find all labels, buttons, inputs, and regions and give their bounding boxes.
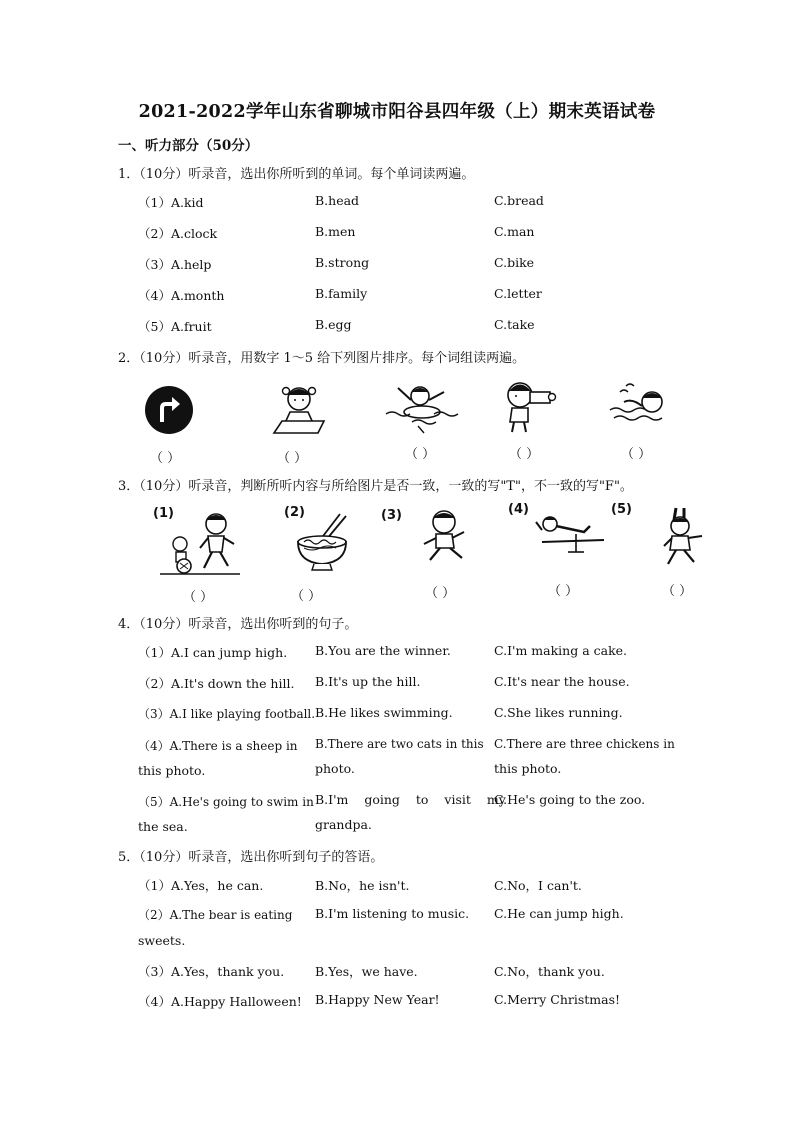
option-a: （2）A.The bear is eating [138, 908, 293, 922]
option-c: C.No，thank you. [494, 964, 605, 979]
answer-blank[interactable]: （ ） [621, 447, 652, 462]
answer-blank[interactable]: （ ） [405, 447, 436, 462]
option-c: C.letter [494, 286, 542, 301]
option-a: （4）A.Happy Halloween! [138, 994, 302, 1009]
option-c: C.man [494, 224, 535, 239]
option-c: C.There are three chickens in [494, 737, 675, 751]
option-b: B.Happy New Year! [315, 992, 440, 1007]
option-c: C.She likes running. [494, 705, 623, 720]
question-5-row [138, 962, 678, 982]
question-1-stem: 1．（10分）听录音，选出你所听到的单词。每个单词读两遍。 [118, 167, 475, 182]
question-1-row [138, 317, 678, 337]
option-c: C.He's going to the zoo. [494, 792, 646, 807]
answer-blank[interactable]: （ ） [291, 589, 322, 604]
question-1-row [138, 255, 678, 275]
girl-swimming-icon [608, 380, 670, 430]
option-b-cont: grandpa. [315, 817, 372, 832]
bowl-of-noodles-icon [290, 512, 354, 572]
page-title: 2021-2022学年山东省聊城市阳谷县四年级（上）期末英语试卷 [138, 102, 656, 122]
option-c: C.I'm making a cake. [494, 643, 628, 658]
answer-blank[interactable]: （ ） [509, 447, 540, 462]
option-c: C.Merry Christmas! [494, 992, 621, 1007]
question-5-stem: 5．（10分）听录音，选出你听到句子的答语。 [118, 850, 384, 865]
boy-running-icon [418, 508, 474, 566]
answer-blank[interactable]: （ ） [548, 584, 579, 599]
picture-label: (3) [381, 508, 402, 523]
option-a: （1）A.Yes，he can. [138, 878, 264, 893]
boys-playing-football-icon [158, 508, 242, 576]
question-5-row [138, 876, 678, 896]
option-b: B.He likes swimming. [315, 705, 453, 720]
option-c-cont: this photo. [494, 761, 562, 776]
picture-label: (5) [611, 502, 632, 517]
question-2-stem: 2．（10分）听录音，用数字 1～5 给下列图片排序。每个词组读两遍。 [118, 351, 526, 366]
option-c: C.take [494, 317, 535, 332]
picture-label: (2) [284, 505, 305, 520]
option-a: （2）A.It's down the hill. [138, 676, 295, 691]
option-b: B.men [315, 224, 356, 239]
answer-blank[interactable]: （ ） [183, 590, 214, 605]
answer-blank[interactable]: （ ） [150, 451, 181, 466]
question-4-stem: 4．（10分）听录音，选出你听到的句子。 [118, 617, 358, 632]
option-a: （3）A.Yes，thank you. [138, 964, 285, 979]
option-c: C.It's near the house. [494, 674, 630, 689]
option-a: （5）A.fruit [138, 319, 212, 334]
option-a: （4）A.month [138, 288, 225, 303]
question-1-row [138, 286, 678, 306]
option-a: （1）A.I can jump high. [138, 645, 288, 660]
girl-drawing-icon [268, 381, 330, 435]
answer-blank[interactable]: （ ） [662, 584, 693, 599]
option-a-cont: this photo. [138, 763, 206, 778]
option-a-cont: the sea. [138, 819, 188, 834]
picture-label: (4) [508, 502, 529, 517]
option-b: B.No，he isn't. [315, 878, 410, 893]
option-c: C.bike [494, 255, 535, 270]
option-a: （4）A.There is a sheep in [138, 739, 298, 753]
boy-swimming-ring-icon [384, 378, 460, 434]
picture-label: (1) [153, 506, 174, 521]
option-a: （5）A.He's going to swim in [138, 795, 314, 809]
answer-blank[interactable]: （ ） [277, 451, 308, 466]
option-a: （3）A.I like playing football. [138, 707, 316, 721]
question-4-row [138, 643, 678, 663]
option-b: B.There are two cats in this [315, 737, 484, 751]
turn-right-sign-icon [143, 384, 195, 436]
boy-taking-photo-icon [498, 378, 560, 434]
high-jump-icon [528, 512, 608, 556]
option-a-cont: sweets. [138, 933, 186, 948]
option-c: C.He can jump high. [494, 906, 624, 921]
option-b: B.egg [315, 317, 352, 332]
option-b-cont: photo. [315, 761, 355, 776]
question-5-row [138, 992, 678, 1012]
option-c: C.bread [494, 193, 544, 208]
option-b: B.family [315, 286, 368, 301]
question-4-row [138, 705, 678, 725]
option-b: B.strong [315, 255, 370, 270]
option-b: B.I'm listening to music. [315, 906, 470, 921]
answer-blank[interactable]: （ ） [425, 586, 456, 601]
option-b: B.Yes，we have. [315, 964, 418, 979]
option-c: C.No，I can't. [494, 878, 582, 893]
option-b: B.head [315, 193, 360, 208]
option-b: B.You are the winner. [315, 643, 451, 658]
option-a: （3）A.help [138, 257, 212, 272]
girl-running-icon [656, 506, 706, 568]
option-b: B.I'm going to visit my [315, 792, 506, 807]
question-1-row [138, 193, 678, 213]
question-1-row [138, 224, 678, 244]
option-a: （1）A.kid [138, 195, 204, 210]
option-a: （2）A.clock [138, 226, 218, 241]
question-3-stem: 3．（10分）听录音，判断所听内容与所给图片是否一致，一致的写"T"，不一致的写"F"。 [118, 479, 633, 494]
section-heading-listening: 一、听力部分（50分） [118, 138, 259, 154]
question-4-row [138, 674, 678, 694]
option-b: B.It's up the hill. [315, 674, 421, 689]
